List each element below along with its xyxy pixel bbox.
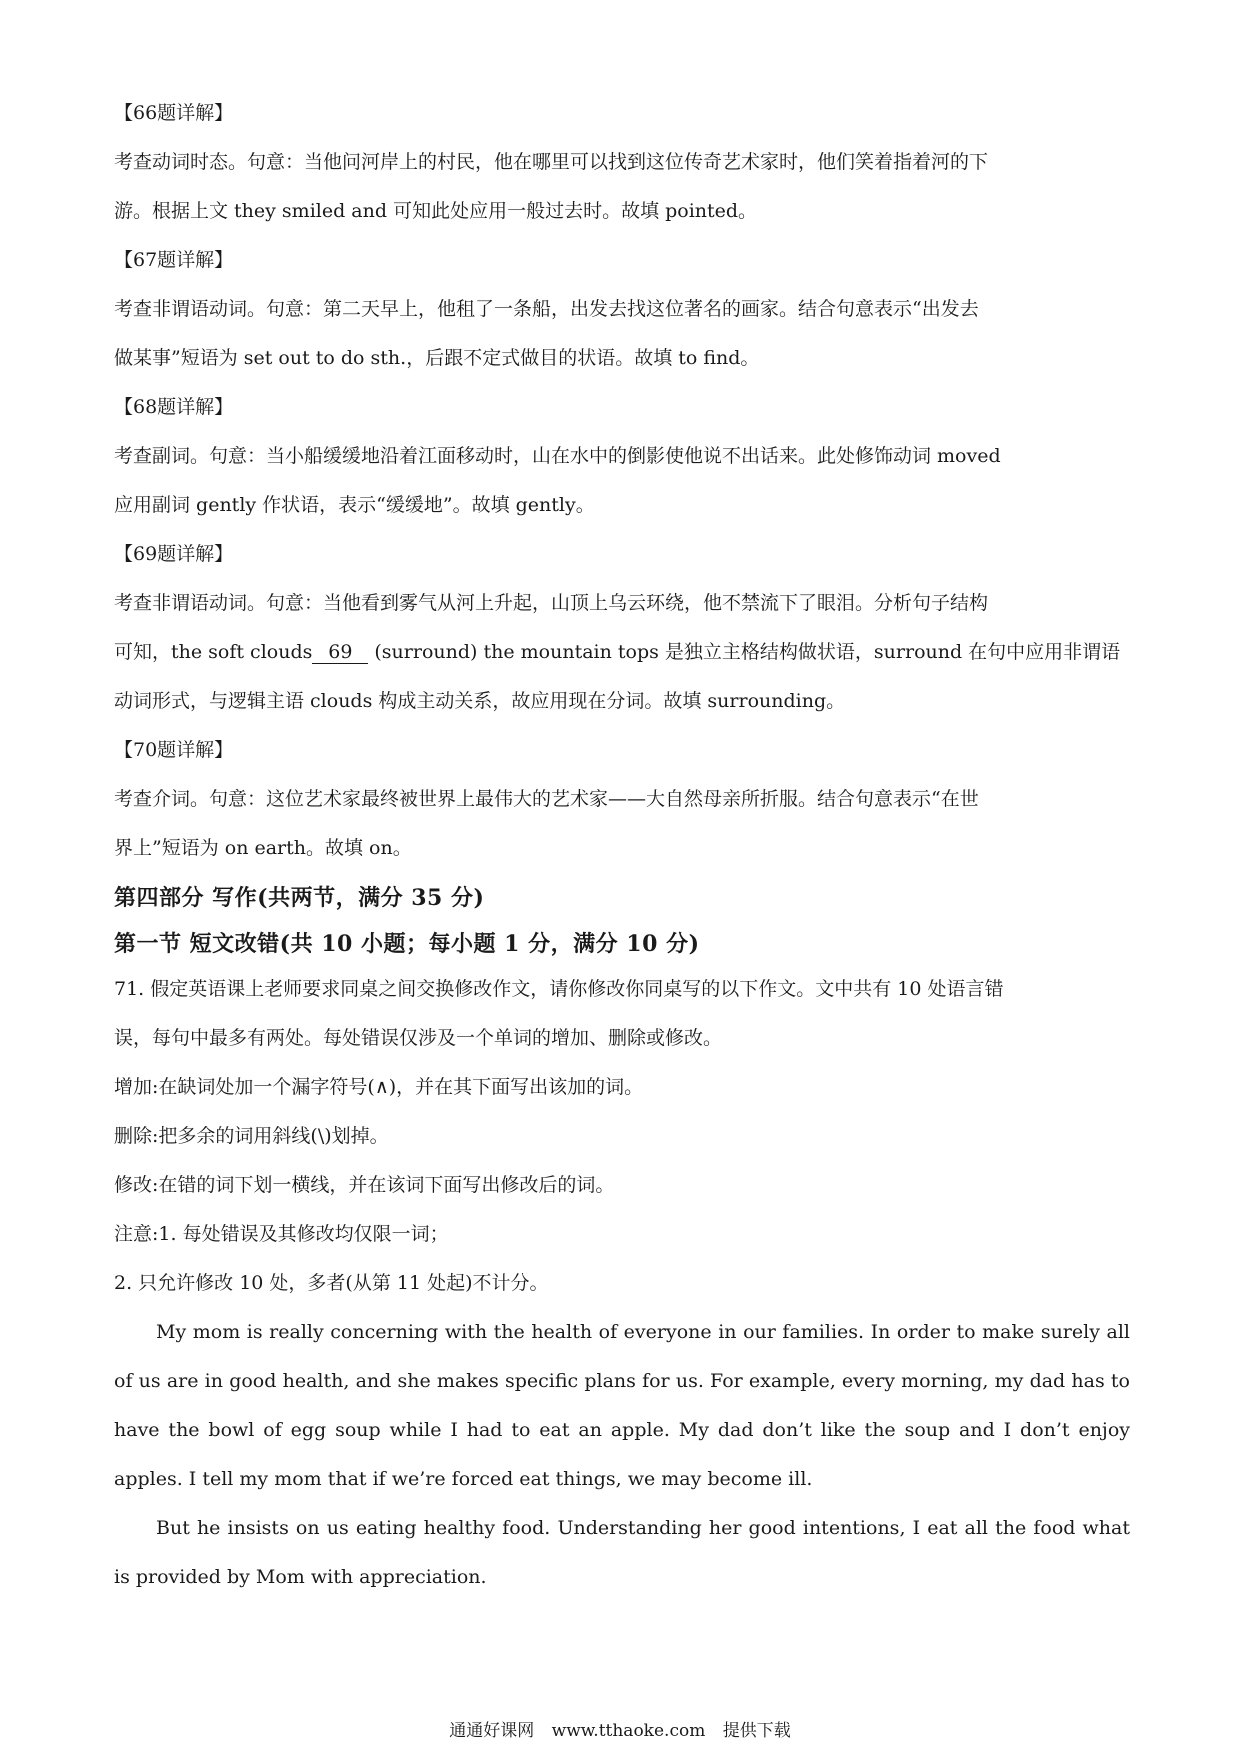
answer-69-line-1: 考查非谓语动词。句意：当他看到雾气从河上升起，山顶上乌云环绕，他不禁流下了眼泪。分析句子结构: [114, 592, 989, 614]
answer-69-line-2-after: (surround) the mountain tops 是独立主格结构做状语，surround 在句中应用非谓语: [368, 641, 1121, 663]
document-page: [114, 98, 1130, 1602]
answer-68-line-1: 考查副词。句意：当小船缓缓地沿着江面移动时，山在水中的倒影使他说不出话来。此处修饰动词 moved: [114, 445, 1001, 467]
answer-69-title: 【69题详解】: [114, 543, 234, 565]
essay-paragraph-2: But he insists on us eating healthy food. Understanding her good intentions, I eat all the food what is provided by Mom with appreciation.: [114, 1517, 1130, 1588]
answer-66-line-1: 考查动词时态。句意：当他问河岸上的村民，他在哪里可以找到这位传奇艺术家时，他们笑着指着河的下: [114, 151, 989, 173]
note-2: 2. 只允许修改 10 处，多者(从第 11 处起)不计分。: [114, 1272, 549, 1294]
answer-70-title: 【70题详解】: [114, 739, 234, 761]
answer-69-line-2: [114, 637, 1130, 667]
footer-suffix: 提供下载: [722, 1721, 791, 1741]
essay-paragraph-1: My mom is really concerning with the health of everyone in our families. In order to make surely all of us are in good health, and she makes specific plans for us. For example, every morning, my dad has to have the bowl of egg soup while I had to eat an apple. My dad don’t like the soup and I don’t enjoy apples. I tell my mom that if we’re forced eat things, we may become ill.: [114, 1321, 1130, 1490]
answer-66-line-2: 游。根据上文 they smiled and 可知此处应用一般过去时。故填 pointed。: [114, 200, 758, 222]
note-1: 注意:1. 每处错误及其修改均仅限一词；: [114, 1223, 449, 1245]
answer-69-line-2-before: 可知，the soft clouds: [114, 641, 313, 663]
answer-67-line-1: 考查非谓语动词。句意：第二天早上，他租了一条船，出发去找这位著名的画家。结合句意表示“出发去: [114, 298, 979, 320]
answer-69-blank: 69: [312, 641, 368, 664]
question-71-intro-line-2: 误，每句中最多有两处。每处错误仅涉及一个单词的增加、删除或修改。: [114, 1027, 723, 1049]
answer-68-line-2: 应用副词 gently 作状语，表示“缓缓地”。故填 gently。: [114, 494, 595, 516]
part-four-heading: 第四部分 写作(共两节，满分 35 分): [114, 885, 485, 911]
footer-url: www.tthaoke.com: [551, 1721, 706, 1741]
answer-68-title: 【68题详解】: [114, 396, 234, 418]
answer-69-line-3: 动词形式，与逻辑主语 clouds 构成主动关系，故应用现在分词。故填 surrounding。: [114, 690, 846, 712]
delete-rule: 删除:把多余的词用斜线(\)划掉。: [114, 1125, 389, 1147]
page-footer: [0, 1720, 1240, 1742]
footer-site-name: 通通好课网: [449, 1721, 535, 1741]
answer-67-title: 【67题详解】: [114, 249, 234, 271]
answer-66-title: 【66题详解】: [114, 102, 234, 124]
answer-67-line-2: 做某事”短语为 set out to do sth.，后跟不定式做目的状语。故填 to find。: [114, 347, 760, 369]
modify-rule: 修改:在错的词下划一横线，并在该词下面写出修改后的词。: [114, 1174, 615, 1196]
answer-70-line-1: 考查介词。句意：这位艺术家最终被世界上最伟大的艺术家——大自然母亲所折服。结合句意表示“在世: [114, 788, 979, 810]
answer-70-line-2: 界上”短语为 on earth。故填 on。: [114, 837, 412, 859]
add-rule: 增加:在缺词处加一个漏字符号(∧)，并在其下面写出该加的词。: [114, 1076, 644, 1098]
section-one-heading: 第一节 短文改错(共 10 小题；每小题 1 分，满分 10 分): [114, 931, 700, 957]
question-71-intro-line-1: 71. 假定英语课上老师要求同桌之间交换修改作文，请你修改你同桌写的以下作文。文中共有 10 处语言错: [114, 978, 1004, 1000]
